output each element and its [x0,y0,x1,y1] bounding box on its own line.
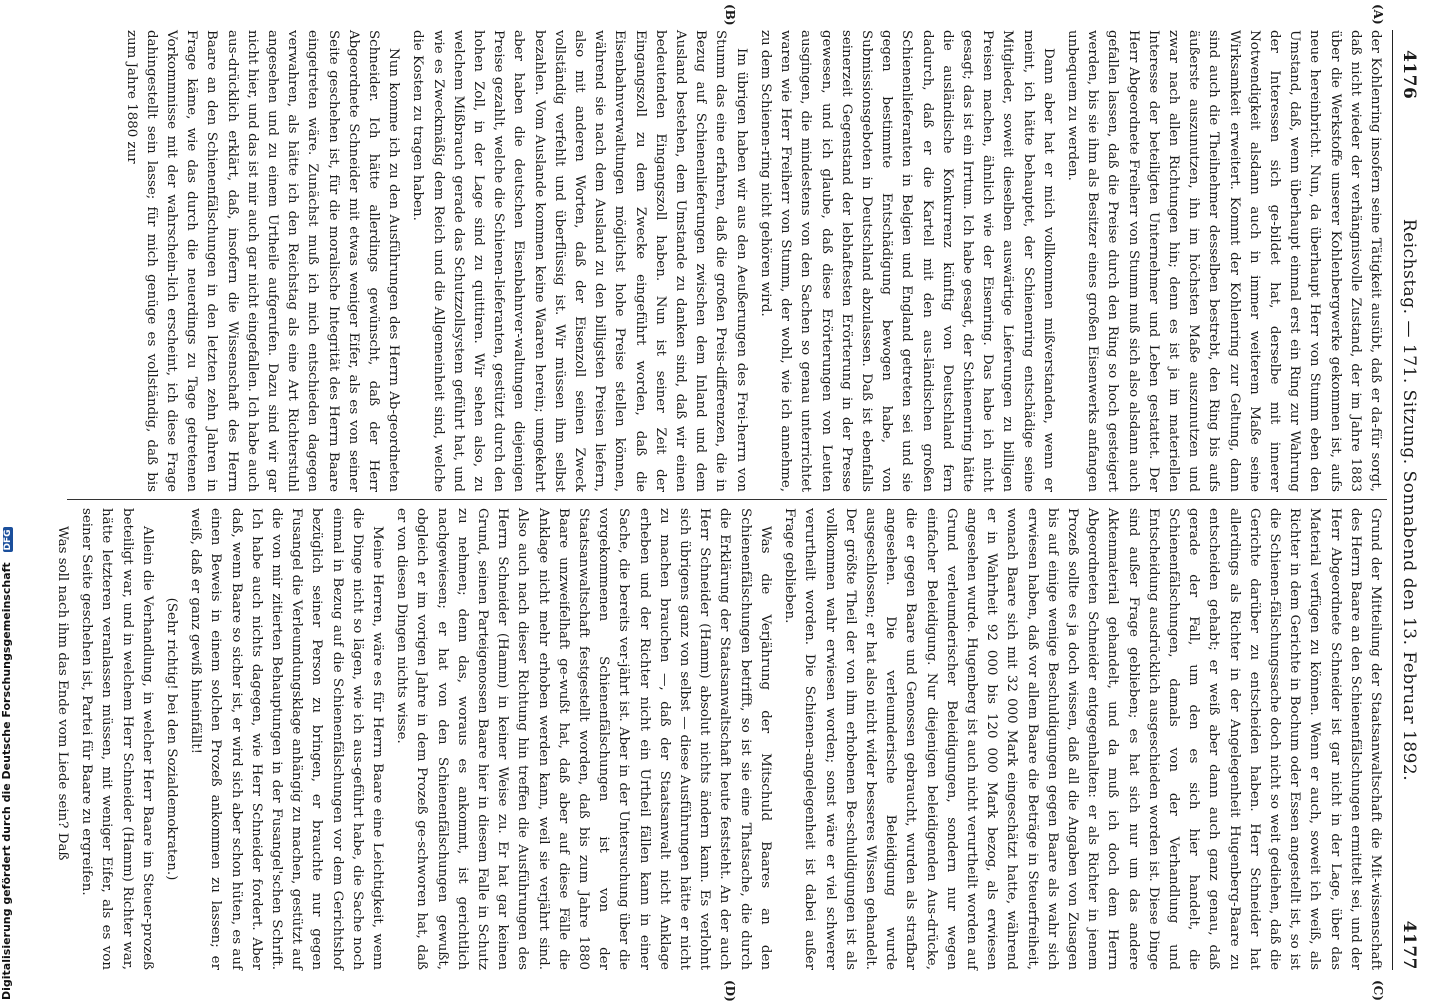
paragraph: Nun komme ich zu den Ausführungen des Herrn Ab-geordneten Schneider. Ich hätte allerdings gewünscht, daß der Herr Abgeordnete Schneider mit etwas weniger Eifer, als es von seiner Seite geschehen ist, für die moralische Integrität des Herrn Baare eingetreten wäre. Zunächst muß ich mich entschieden dagegen verwahren, als hätte ich den Reichstag als eine Art Richterstuhl angesehen und zu einem Urtheile aufgerufen. Dazu sind wir gar nicht hier, und das ist mir auch gar nicht eingefallen. Ich habe auch aus-drücklich erklärt, daß, insofern die Wissenschaft des Herrn Baare an den Schienenfälschungen in den letzten zehn Jahren in Frage käme, wie das durch die neuerdings zu Tage getretenen Vorkommnisse mit der wahrschein-lich erscheint, ich diese Frage dahingestellt sein lasse; für mich genüge es vollständig, daß bis zum Jahre 1880 zur [123,30,402,492]
column-divider [67,499,1387,500]
page-header [1395,30,1419,970]
interjection: (Sehr richtig! bei den Sozialdemokraten.) [164,597,180,881]
right-column [55,508,1385,970]
page-number-right: 4177 [1399,920,1419,970]
paragraph: der Kohlenring insofern seine Tätigkeit ausübt, daß er da-für sorgt, daß nicht wieder der verhängnisvolle Zustand, der im Jahre 1883 über die Werkstoffe unserer Kohlenbergwerke gekommen ist, aufs neue hereinbricht. Nun, da überhaupt Herr von Stumm eben den Umstand, daß, wenn überhaupt einmal erst ein Ring zur Wahrung der Interessen sich ge-bildet hat, derselbe mit innerer Notwendigkeit alsdann auch in immer weiterem Maße seine Wirksamkeit erweitert. Kommt der Kohlenring zur Geltung, dann sind auch die Theilnehmer desselben bestrebt, den Ring bis aufs äußerste auszunutzen, ihn im höchsten Maße auszunutzen und zwar nach allen Richtungen hin; denn es ist ja im materiellen Interesse der beteiligten Unternehmer und Leben gestattet. Der Herr Abgeordnete Freiherr von Stumm muß sich also alsdann auch gefallen lassen, daß die Preise durch den Ring so hoch gesteigert werden, bis sie ihm als Besitzer eines großen Eisenwerks anfangen unbequem zu werden. [1064,30,1383,492]
paragraph: Grund der Mitteilung der Staatsanwaltschaft die Mit-wissenschaft des Herrn Baare an den Schienenfälschungen ermittelt sei, und der Herr Abgeordnete Schneider ist gar nicht in der Lage, über das Material verfügen zu können. Wenn er auch, soweit ich weiß, als Richter in dem Gerichte in Bochum oder Essen angestellt ist, so ist die Schienen-fälschungssache doch nicht so weit gediehen, daß die Gerichte darüber zu entscheiden haben. Herr Schneider hat allerdings als Richter in der Angelegenheit Hugenberg-Baare zu entscheiden gehabt; er weiß aber dann auch ganz genau, daß gerade der Fall, um den es sich hier handelt, die Schienenfälschungen, damals von der Verhandlung und Entscheidung ausdrücklich ausgeschieden worden ist. Diese Dinge sind außer Frage geblieben; es hat sich nur um das andere Aktenmaterial gehandelt, und da muß ich doch dem Herrn Abgeordneten Schneider entgegenhalten: er als Richter in jenem Prozeß sollte es ja doch wissen, daß all die Angaben von Zusagen bis auf einige wenige Beschuldigungen gegen Baare als wahr sich erwiesen haben, daß vor allem Baare die Beträge in Steuerfreiheit, wonach Baare sich mit 32 000 Mark eingeschätzt hatte, während er in Wahrheit 92 000 bis 120 000 Mark bezog, als erwiesen angesehen wurde. Hugenberg ist auch nicht verurtheilt worden auf Grund verleumderischer Beleidigungen, sondern nur wegen einfacher Beleidigung. Nur diejenigen beleidigenden Aus-drücke, die er gegen Baare und Genossen gebraucht, wurden als strafbar angesehen. Die verleumderische Beleidigung wurde ausgeschlossen; er hat also nicht wider besseres Wissen gehandelt. Der größte Theil der von ihm erhobenen Be-schuldigungen ist als vollkommen wahr erwiesen worden; sonst wäre er viel schwerer verurtheilt worden. Die Schienen-angelegenheit ist dabei außer Frage geblieben. [782,508,1383,970]
margin-mark-c: (C) [1371,980,1385,1001]
paragraph: Allein die Verhandlung, in welcher Herr Baare im Steuer-prozeß beteiligt war, und in welchem Herr Schneider (Hamm) Richter war, hätte letzteren veranlassen müssen, mit weniger Eifer, als es von seiner Seite geschehen ist, Partei für Baare zu ergreifen. [79,508,155,970]
paragraph: Dann aber hat er mich vollkommen mißverstanden, wenn er meint, ich hätte behauptet, der Schienenring entschädige seine Mitglieder, soweit dieselben auswärtige Lieferungen zu billigen Preisen machen, ähnlich wie der Eisenring. Das habe ich nicht gesagt; das ist ein Irrtum. Ich habe gesagt, der Schienenring hätte die ausländische Konkurrenz künftig von Deutschland fern dadurch, daß er die Kartell mit den aus-ländischen großen Schienenlieferanten in Belgien und England getreten sei und sie gegen bestimmte Entschädigung bewogen habe, von Submissionsgeboten in Deutschland abzulassen. Daß ist ebenfalls seinerzeit Gegenstand der lebhaftesten Erörterung in der Presse gewesen, und ich glaube, daß diese Erörterungen von Leuten ausgingen, die mindestens von den Sachen so genau unterrichtet waren wie Herr Freiherr von Stumm, der wohl, wie ich annehme, zu dem Schienen-ring nicht gehören wird. [757,30,1056,492]
dfg-logo: DFG [3,529,13,551]
margin-mark-a: (A) [1371,4,1385,25]
margin-mark-d: (D) [723,980,737,1002]
paragraph: Was die Verjährung der Mitschuld Baares an den Schienenfälschungen betrifft, so ist sie eine Thatsache, die durch die Erklärung der Staatsanwaltschaft heute feststeht. An der auch Herr Schneider (Hamm) absolut nichts ändern kann. Es verlohnt sich übrigens ganz von selbst — diese Ausführungen hätte er nicht zu machen brauchen —, daß der Staatsanwalt nicht Anklage erheben und der Richter nicht ein Urtheil fällen kann in einer Sache, die bereits ver-jährt ist. Aber in der Untersuchung über die vorgekommenen Schienenfälschungen ist von der Staatsanwaltschaft festgestellt worden, daß bis zum Jahre 1880 Baare unzweifelhaft ge-wußt hat, daß aber auf diese Fälle die Anklage nicht mehr erhoben werden kann, weil sie verjährt sind. Also auch nach dieser Richtung hin treffen die Ausführungen des Herrn Schneider (Hamm) in keiner Weise zu. Er hat gar keinen Grund, seinen Parteigenossen Baare hier in diesem Falle in Schutz zu nehmen; denn das, woraus es ankommt, ist gerichtlich nachgewiesen; er hat von den Schienenfälschungen gewußt, obgleich er im vorigen Jahre in dem Prozeß ge-schworen hat, daß er von diesen Dingen nichts wisse. [394,508,773,970]
paragraph: Im übrigen haben wir aus den Aeußerungen des Frei-herrn von Stumm das eine erfahren, daß die großen Preis-differenzen, die in Bezug auf Schienenlieferungen zwischen dem Inland und dem Ausland bestehen, dem Umstande zu danken sind, daß wir einen bedeutenden Eingangszoll haben. Nun ist seiner Zeit der Eingangszoll zu dem Zwecke eingeführt worden, daß die Eisenbahnverwaltungen möglichst hohe Preise stellen können, während sie nach dem Ausland zu den billigsten Preisen liefern, also mit anderen Worten, daß der Eisenzoll seinen Zweck vollständig verfehlt und überflüssig ist. Wir müssen ihm selbst bezahlen. Vom Auslande kommen keine Waaren herein; umgekehrt aber haben die deutschen Eisenbahnver-waltungen diejenigen Preise gezahlt, welche die Schienen-lieferanten, gestützt durch den hohen Zoll, in der Lage sind zu quittiren. Wir sehen also, zu welchem Mißbrauch gerade das Schutzzollsystem geführt hat, und wie es Zweckmäßig dem Reich und die Allgemeinheit sind, welche die Kosten zu tragen haben. [410,30,749,492]
paragraph: Was soll nach ihm das Ende vom Liede sein? Daß [55,526,70,861]
digitization-text: Digitalisierung gefördert durch die Deutsche Forschungsgemeinschaft [0,562,13,1000]
digitization-caption [0,0,14,1000]
left-column [65,30,1385,492]
margin-mark-b: (B) [723,4,737,26]
paragraph: Meine Herren, wäre es für Herrn Baare eine Leichtigkeit, wenn die Dinge nicht so lägen, wie ich aus-geführt habe, die Sache noch einmal in Bezug auf die Schienenfälschungen vor dem Gerichtshof bezüglich seiner Person zu bringen, er brauchte nur gegen Fusangel die Verleumdungsklage anhängig zu machen, gestützt auf die von mir zitierten Behauptungen in der Fusangel'schen Schrift. Ich habe auch nichts dagegen, wie Herr Schneider fordert. Aber daß, wenn Baare so sicher ist, er wird sich aber schon hüten, es auf einen Beweis in einem solchen Prozeß ankommen zu lassen; er weiß, daß er ganz gewiß hineinfällt! [188,508,386,970]
rotated-page [37,0,1427,1000]
header-rule [1392,30,1393,970]
page-number-left: 4176 [1399,50,1419,100]
header-title: Reichstag. — 171. Sitzung. Sonnabend den 13. Februar 1892. [1399,218,1419,782]
